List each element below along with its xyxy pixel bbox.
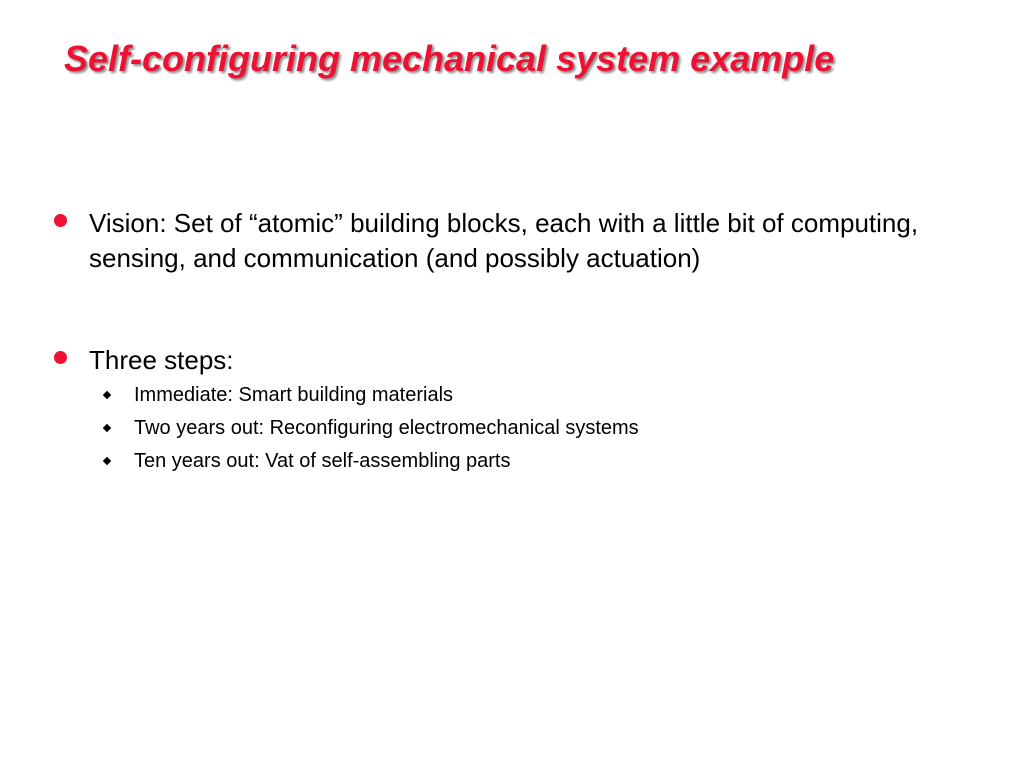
bullet-text: Vision: Set of “atomic” building blocks, each with a little bit of computing, sensing, and communication (and possibly actuation) xyxy=(89,208,919,273)
bullet-text: Three steps: xyxy=(89,345,234,375)
diamond-bullet-icon xyxy=(103,391,111,399)
subitem-text: Immediate: Smart building materials xyxy=(134,384,454,406)
diamond-bullet-icon xyxy=(103,457,111,465)
bullet-dot-icon xyxy=(54,351,67,364)
bullet-dot-icon xyxy=(54,214,67,227)
diamond-bullet-icon xyxy=(103,424,111,432)
subitem-text: Two years out: Reconfiguring electromechanical systems xyxy=(134,417,639,439)
subitem-text: Ten years out: Vat of self-assembling parts xyxy=(134,450,511,472)
slide-title: Self-configuring mechanical system example xyxy=(64,38,835,79)
